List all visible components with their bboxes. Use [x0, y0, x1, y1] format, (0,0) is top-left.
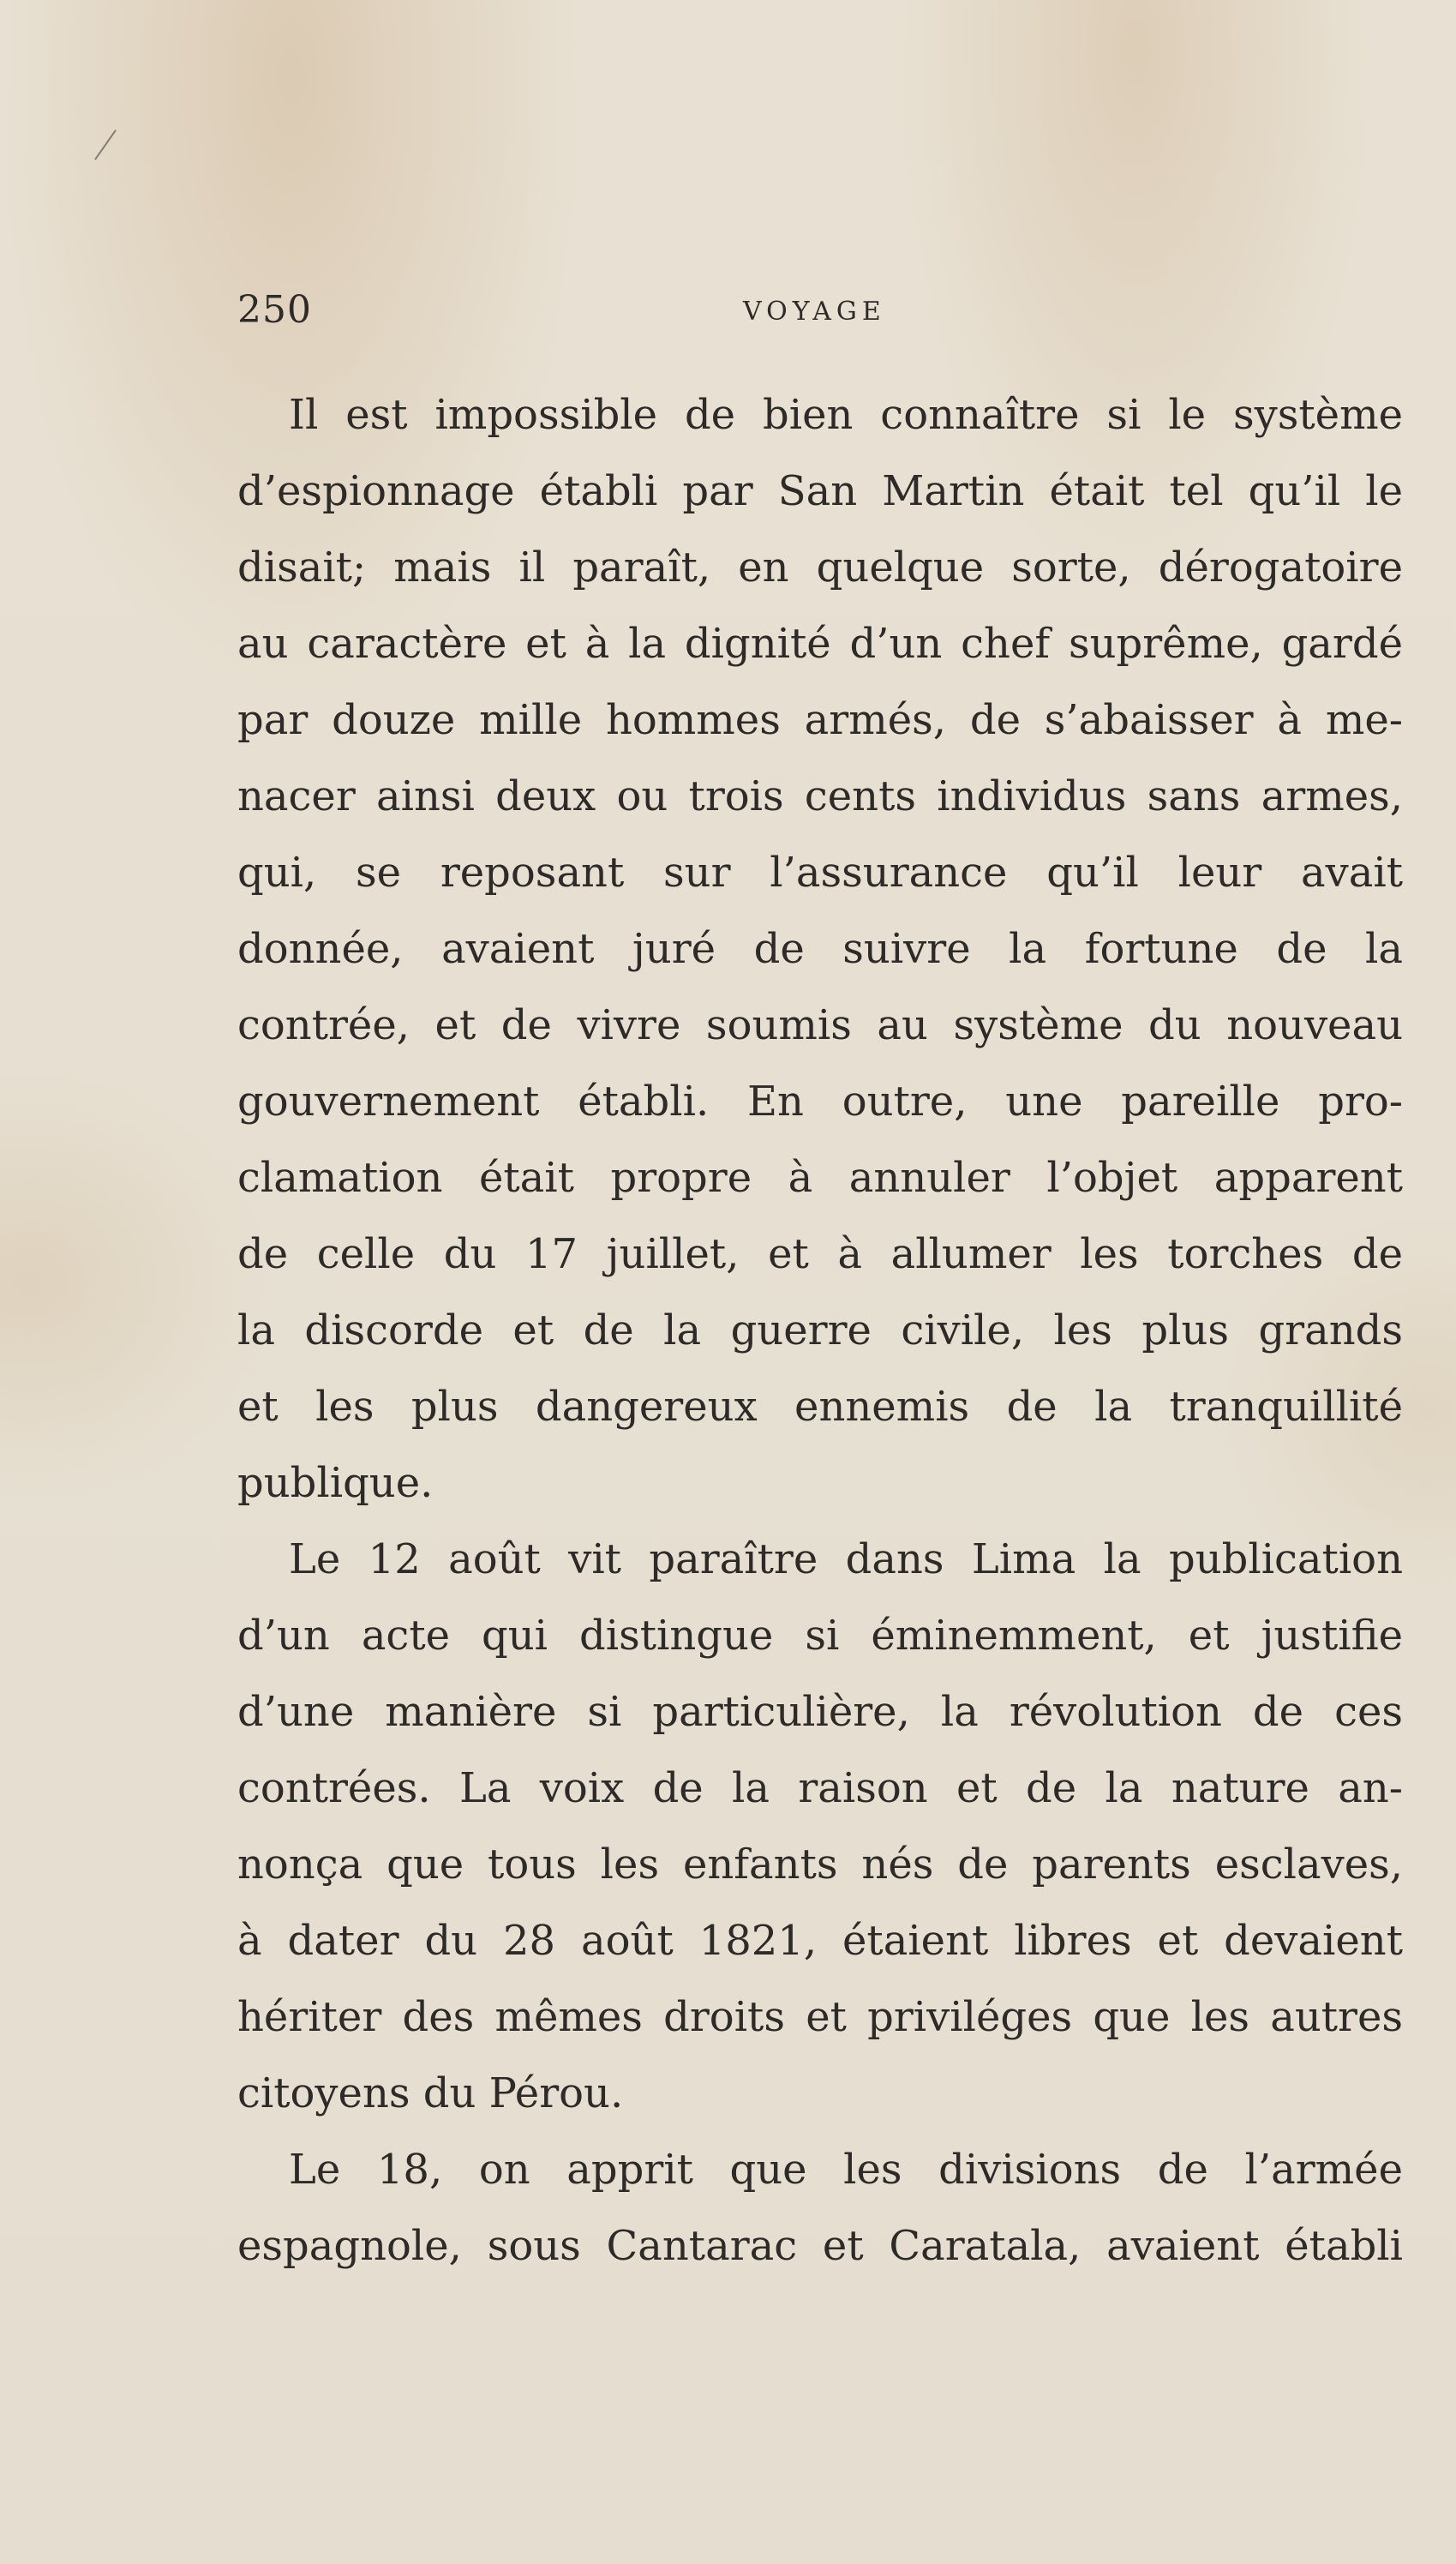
text-line: à dater du 28 août 1821, étaient libres et devaient	[237, 1917, 1403, 1965]
text-line: d’un acte qui distingue si éminemment, et justifie	[237, 1612, 1403, 1660]
text-line: par douze mille hommes armés, de s’abaisser à me-	[237, 696, 1403, 744]
text-line: la discorde et de la guerre civile, les plus grands	[237, 1306, 1403, 1354]
page-number: 250	[237, 288, 312, 332]
text-line: disait; mais il paraît, en quelque sorte, dérogatoire	[237, 543, 1403, 591]
text-line: contrées. La voix de la raison et de la nature an-	[237, 1764, 1403, 1812]
text-line: qui, se reposant sur l’assurance qu’il leur avait	[237, 849, 1403, 897]
text-line: au caractère et à la dignité d’un chef suprême, gardé	[237, 620, 1403, 668]
text-line: nonça que tous les enfants nés de parents esclaves,	[237, 1840, 1403, 1888]
text-line: citoyens du Pérou.	[237, 2069, 624, 2117]
text-line: clamation était propre à annuler l’objet apparent	[237, 1154, 1403, 1202]
text-line: d’espionnage établi par San Martin était tel qu’il le	[237, 467, 1403, 515]
text-line: de celle du 17 juillet, et à allumer les torches de	[237, 1230, 1403, 1278]
text-line: gouvernement établi. En outre, une pareille pro-	[237, 1078, 1403, 1126]
pencil-mark	[94, 129, 117, 160]
running-title: VOYAGE	[743, 297, 886, 327]
text-line: hériter des mêmes droits et priviléges que les autres	[237, 1993, 1403, 2041]
text-line: d’une manière si particulière, la révolution de ces	[237, 1688, 1403, 1736]
text-line: et les plus dangereux ennemis de la tranquillité	[237, 1383, 1403, 1431]
body-text	[237, 377, 1403, 2285]
text-line: Il est impossible de bien connaître si le système	[289, 391, 1403, 439]
text-line: Le 18, on apprit que les divisions de l’armée	[289, 2146, 1403, 2194]
text-line: publique.	[237, 1459, 434, 1507]
text-line: contrée, et de vivre soumis au système du nouveau	[237, 1001, 1403, 1049]
text-line: nacer ainsi deux ou trois cents individus sans armes,	[237, 772, 1403, 820]
text-line: espagnole, sous Cantarac et Caratala, avaient établi	[237, 2222, 1403, 2270]
text-line: Le 12 août vit paraître dans Lima la publication	[289, 1535, 1403, 1583]
running-head	[237, 288, 1403, 339]
text-line: donnée, avaient juré de suivre la fortune de la	[237, 925, 1403, 973]
